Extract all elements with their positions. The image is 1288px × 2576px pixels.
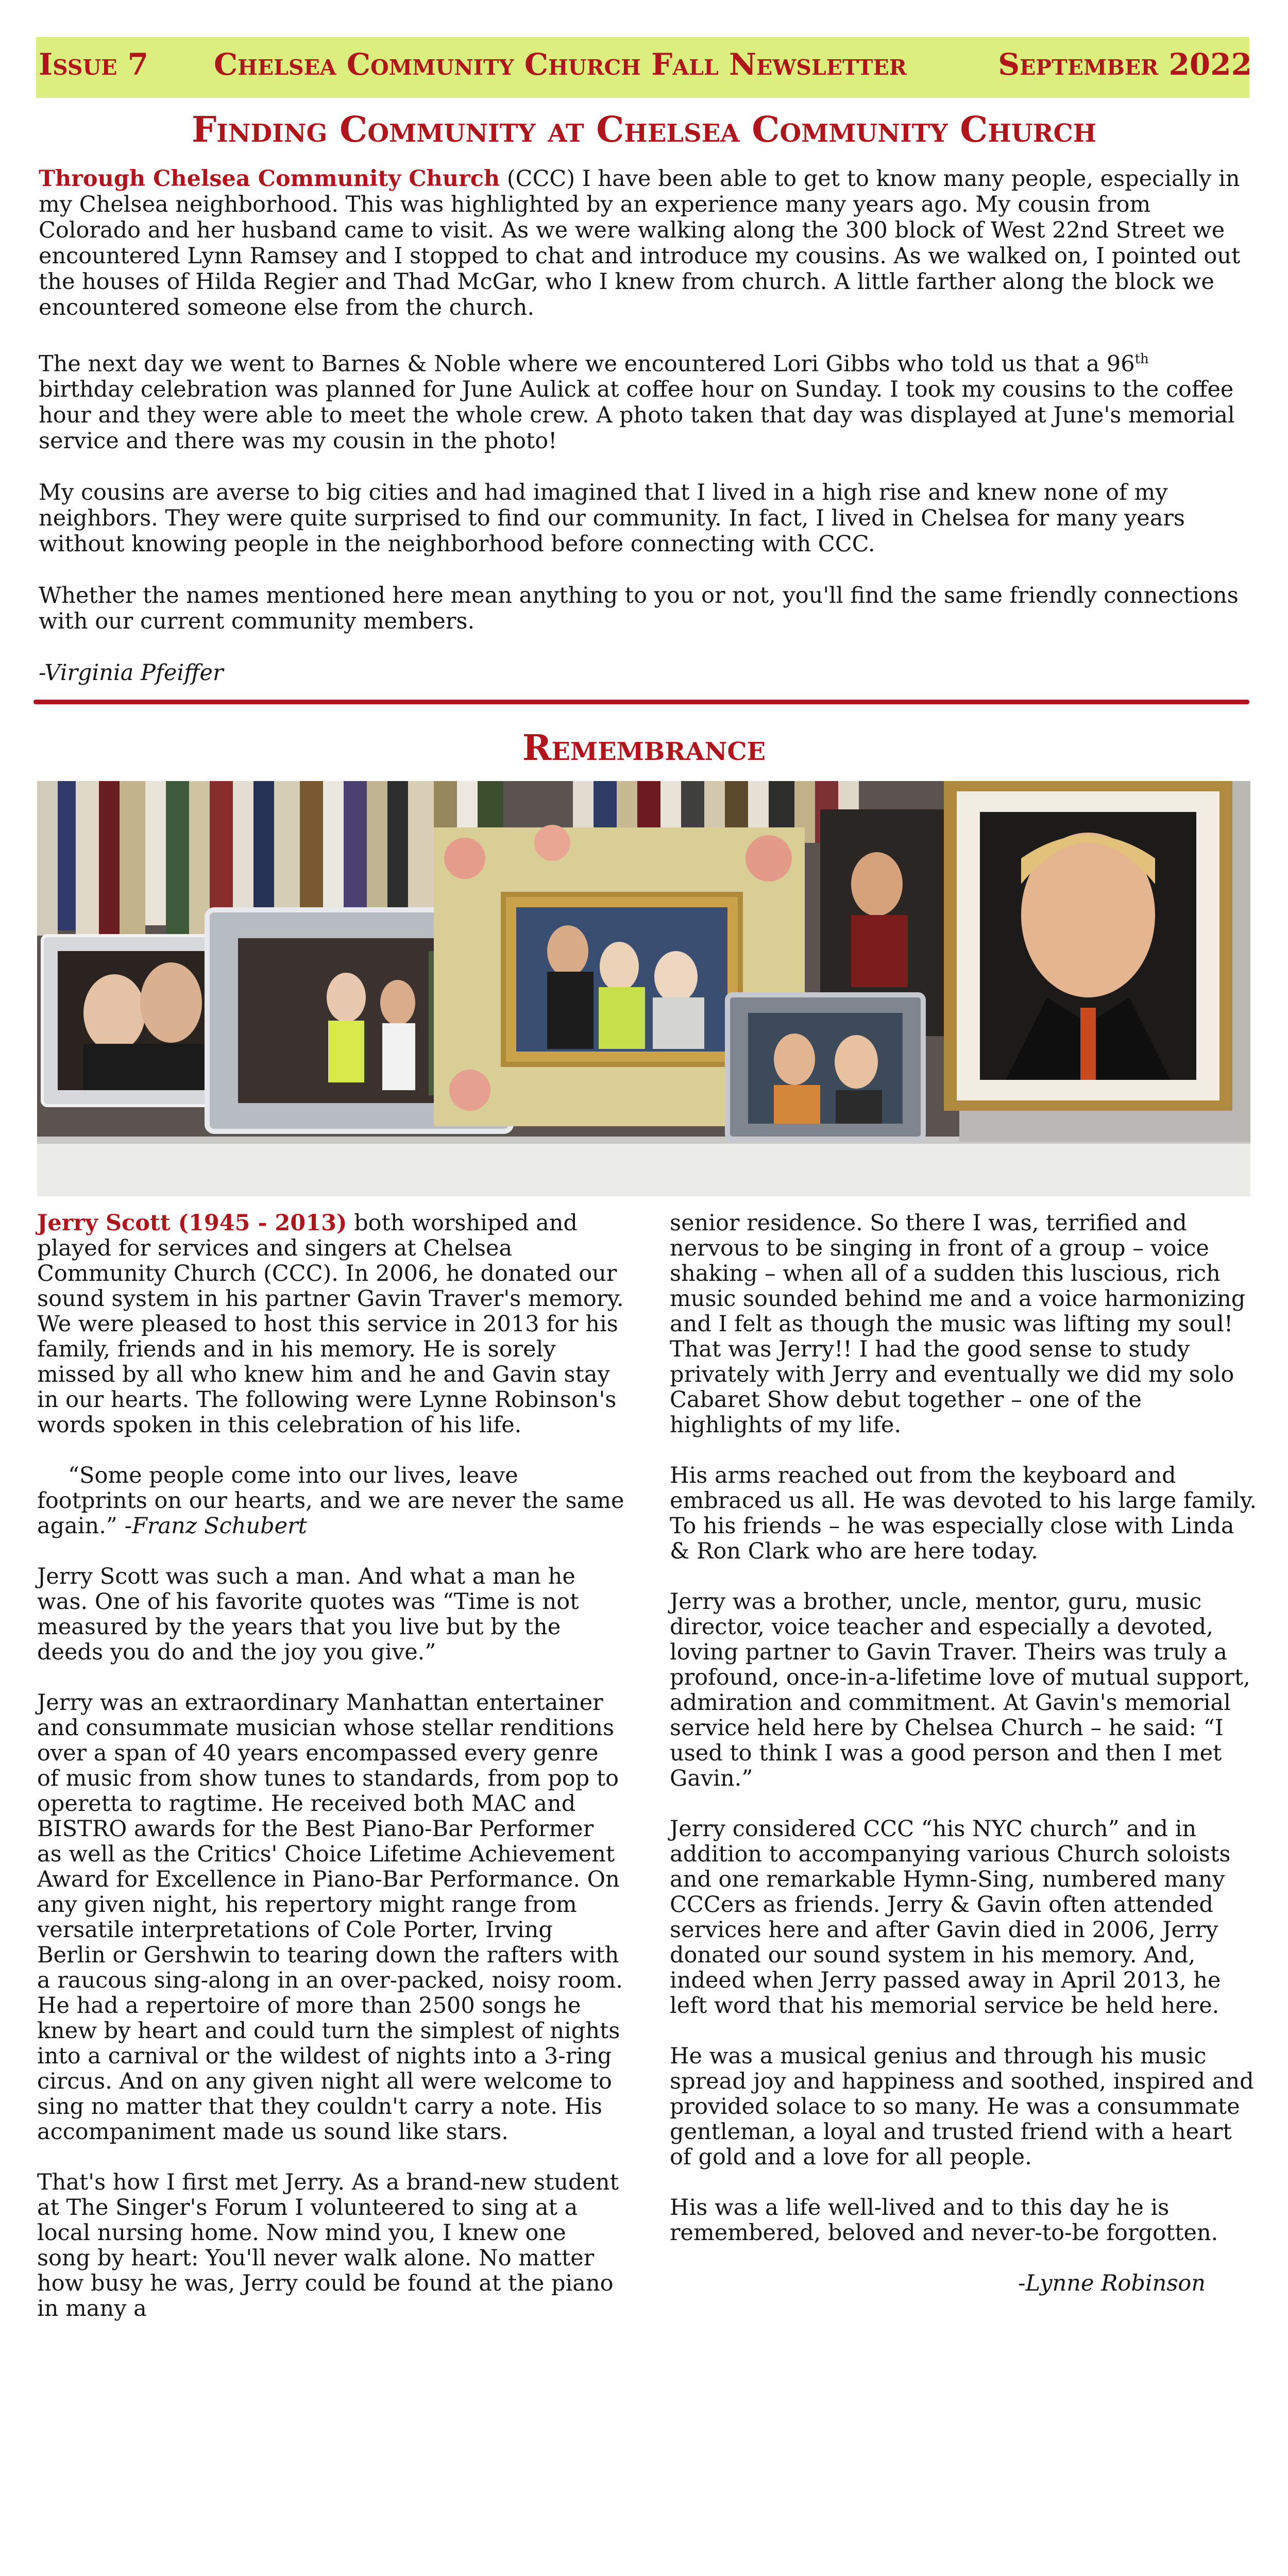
article-title-remembrance: Remembrance: [522, 727, 766, 769]
article-paragraph: senior residence. So there I was, terrified and nervous to be singing in front of a group – voice shaking – when all of a sudden this luscious, rich music sounded behind me and a voice harmonizing and I felt as though the music was lifting my soul! That was Jerry!! I had the good sense to study privately with Jerry and eventually we did my solo Cabaret Show debut together – one of the highlights of my life.: [670, 1210, 1246, 1438]
ordinal-suffix: th: [1134, 351, 1149, 367]
article-paragraph: That's how I first met Jerry. As a brand-new student at The Singer's Forum I volunteered to sing at a local nursing home. Now mind you, I knew one song by heart: You'll never walk alone. No matter how busy he was, Jerry could be found at the piano in many a: [37, 2170, 619, 2321]
lead-phrase: Jerry Scott (1945 - 2013): [37, 1210, 347, 1236]
issue-number: Issue 7: [39, 47, 149, 82]
memorial-photo: [37, 781, 1250, 1196]
article-paragraph: Jerry was an extraordinary Manhattan entertainer and consummate musician whose stellar renditions over a span of 40 years encompassed every genre of music from show tunes to standards, from pop to operetta to ragtime. He received both MAC and BISTRO awards for the Best Piano-Bar Performer as well as the Critics' Choice Lifetime Achievement Award for Excellence in Piano-Bar Performance. On any given night, his repertory might range from versatile interpretations of Cole Porter, Irving Berlin or Gershwin to tearing down the rafters with a raucous sing-along in an over-packed, noisy room. He had a repertoire of more than 2500 songs he knew by heart and could turn the simplest of nights into a carnival or the wildest of nights into a 3-ring circus. And on any given night all were welcome to sing no matter that they couldn't carry a note. His accompaniment made us sound like stars.: [37, 1690, 623, 2145]
article-paragraph: [39, 346, 1249, 454]
quote-author: -Franz Schubert: [124, 1513, 307, 1539]
article-title-community: Finding Community at Chelsea Community Church: [191, 109, 1097, 150]
paragraph-text: The next day we went to Barnes & Noble where we encountered Lori Gibbs who told us that a 96: [39, 351, 1135, 377]
article-paragraph: Jerry Scott was such a man. And what a man he was. One of his favorite quotes was “Time is not measured by the years that you live but by the deeds you do and the joy you give.”: [37, 1564, 579, 1665]
issue-date: September 2022: [998, 47, 1252, 82]
remembrance-right-column: [670, 1211, 1257, 2321]
paragraph-text: both worshiped and played for services and singers at Chelsea Community Church (CCC). In 2006, he donated our sound system in his partner Gavin Traver's memory. We were pleased to host this service in 2013 for his family, friends and in his memory. He is sorely missed by all who knew him and he and Gavin stay in our hearts. The following were Lynne Robinson's words spoken in this celebration of his life.: [37, 1210, 624, 1438]
article-paragraph: His was a life well-lived and to this day he is remembered, beloved and never-to-be forgotten.: [670, 2195, 1218, 2246]
quote-paragraph: [37, 1463, 624, 1539]
article-community-body: [39, 166, 1249, 711]
paragraph-text: birthday celebration was planned for June Aulick at coffee hour on Sunday. I took my cousins to the coffee hour and they were able to meet the whole crew. A photo taken that day was displayed at June's memorial service and there was my cousin in the photo!: [39, 377, 1235, 454]
article-paragraph: His arms reached out from the keyboard and embraced us all. He was devoted to his large family. To his friends – he was especially close with Linda & Ron Clark who are here today.: [670, 1463, 1257, 1564]
article-paragraph: Jerry was a brother, uncle, mentor, guru, music director, voice teacher and especially a devoted, loving partner to Gavin Traver. Theirs was truly a profound, once-in-a-lifetime love of mutual support, admiration and commitment. At Gavin's memorial service held here by Chelsea Church – he said: “I used to think I was a good person and then I met Gavin.”: [670, 1589, 1250, 1791]
article-paragraph: Whether the names mentioned here mean anything to you or not, you'll find the same friendly connections with our current community members.: [39, 583, 1239, 635]
article-paragraph: [39, 166, 1249, 320]
remembrance-left-column: [37, 1211, 624, 2347]
section-divider: [33, 700, 1249, 704]
article-paragraph: [37, 1211, 624, 1438]
article-paragraph: My cousins are averse to big cities and had imagined that I lived in a high rise and knew none of my neighbors. They were quite surprised to find our community. In fact, I lived in Chelsea for many years without knowing people in the neighborhood before connecting with CCC.: [39, 480, 1185, 557]
article-paragraph: Jerry considered CCC “his NYC church” and in addition to accompanying various Church soloists and one remarkable Hymn-Sing, numbered many CCCers as friends. Jerry & Gavin often attended services here and after Gavin died in 2006, Jerry donated our sound system in his memory. And, indeed when Jerry passed away in April 2013, he left word that his memorial service be held here.: [670, 1816, 1231, 2019]
author-signature: -Virginia Pfeiffer: [39, 660, 224, 686]
newsletter-title: Chelsea Community Church Fall Newsletter: [214, 47, 907, 82]
quote-text: “Some people come into our lives, leave footprints on our hearts, and we are never the same again.”: [37, 1463, 624, 1539]
lead-phrase: Through Chelsea Community Church: [39, 166, 500, 192]
author-signature: -Lynne Robinson: [1018, 2270, 1206, 2296]
article-paragraph: He was a musical genius and through his music spread joy and happiness and soothed, inspired and provided solace to so many. He was a consummate gentleman, a loyal and trusted friend with a heart of gold and a love for all people.: [670, 2043, 1254, 2170]
paragraph-text: (CCC) I have been able to get to know many people, especially in my Chelsea neighborhood. This was highlighted by an experience many years ago. My cousin from Colorado and her husband came to visit. As we were walking along the 300 block of West 22nd Street we encountered Lynn Ramsey and I stopped to chat and introduce my cousins. As we walked on, I pointed out the houses of Hilda Regier and Thad McGar, who I knew from church. A little farther along the block we encountered someone else from the church.: [39, 166, 1241, 320]
